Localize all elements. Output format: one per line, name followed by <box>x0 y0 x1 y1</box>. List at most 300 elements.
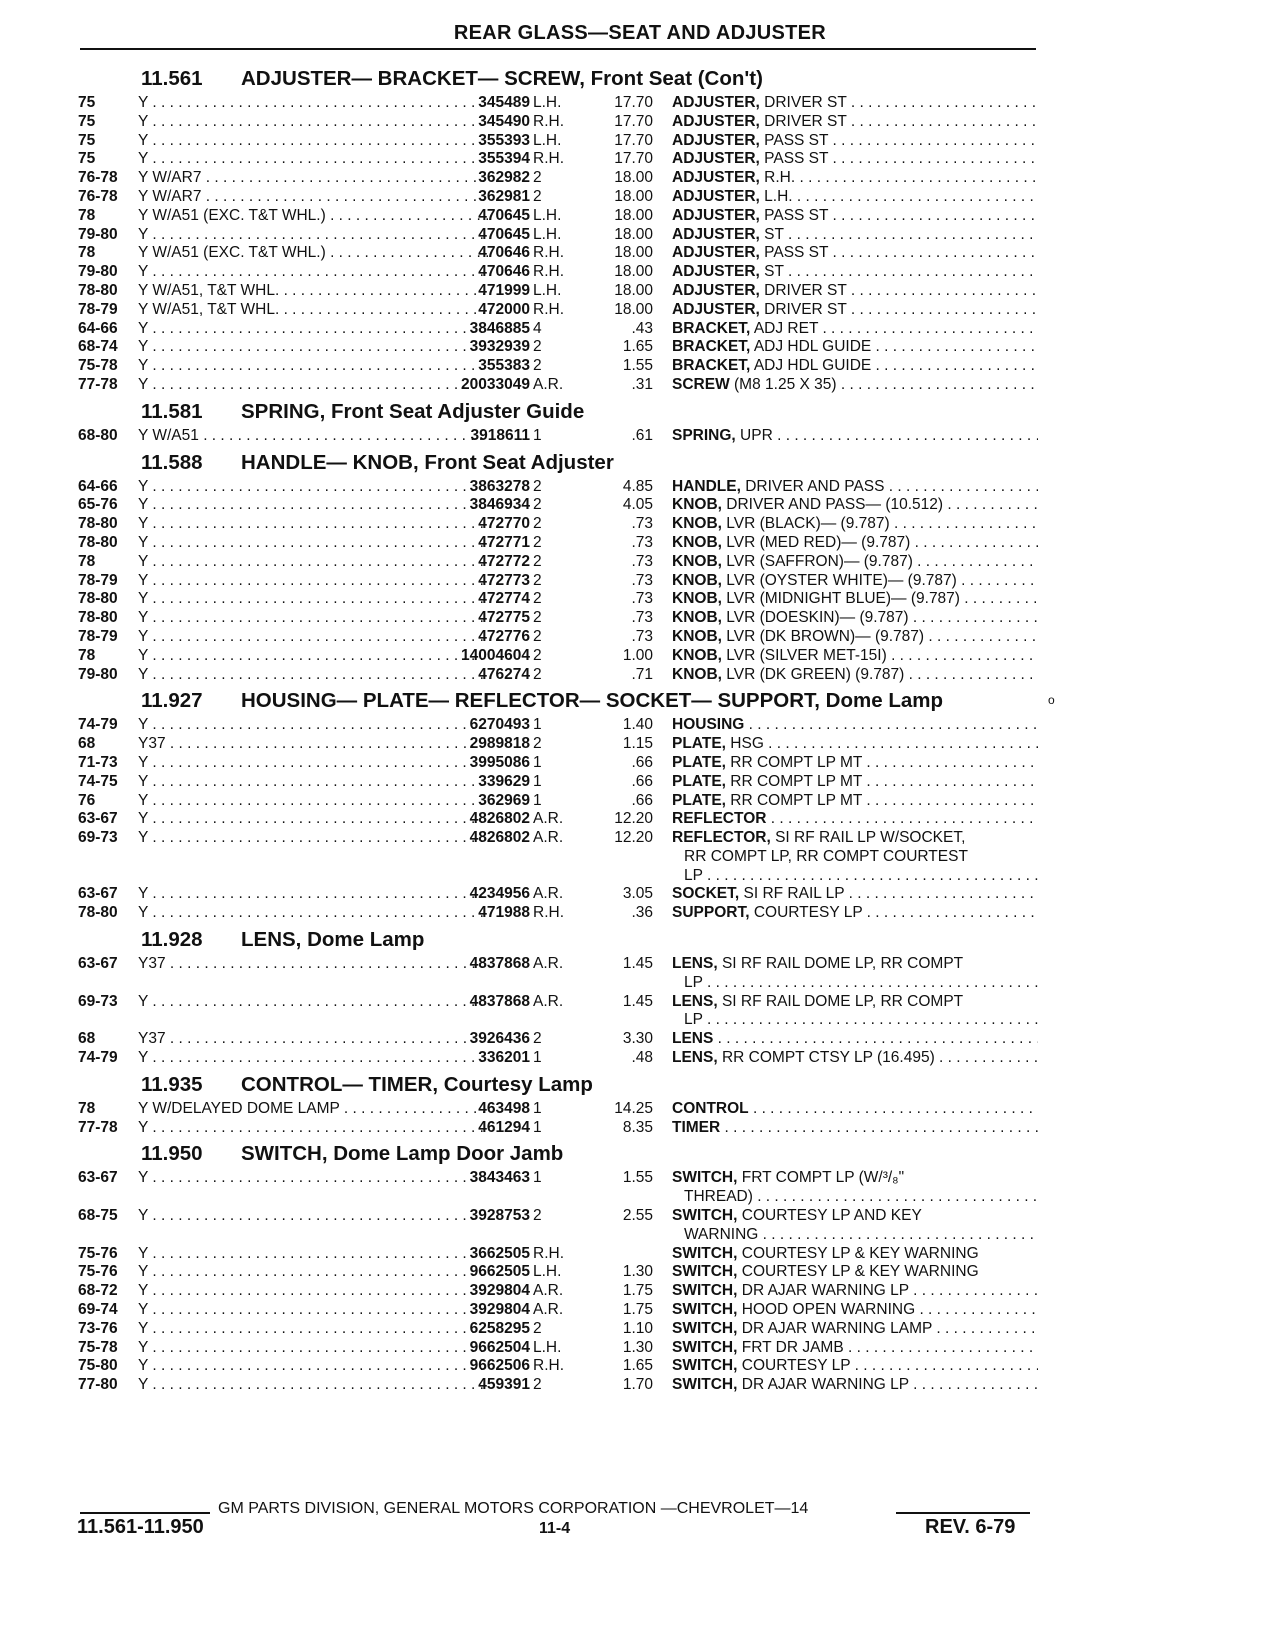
description-line <box>672 904 1038 923</box>
table-row <box>78 1357 1038 1376</box>
page-header-title: REAR GLASS—SEAT AND ADJUSTER <box>453 22 827 44</box>
row-part-number: 3863278 <box>469 477 530 495</box>
stray-mark: o <box>1048 693 1055 707</box>
row-part-number: 9662505 <box>469 1263 530 1281</box>
description-rest: R.H. <box>764 169 796 187</box>
row-quantity: R.H. <box>533 904 564 922</box>
row-part-number: 6258295 <box>469 1319 530 1337</box>
description-line <box>672 1245 1038 1264</box>
group-title <box>78 925 1038 955</box>
group-title-text: HOUSING— PLATE— REFLECTOR— SOCKET— SUPPORT, Dome Lamp <box>241 689 943 713</box>
row-quantity: 2 <box>533 1376 542 1394</box>
description-line <box>672 496 1038 515</box>
description-rest: HOOD OPEN WARNING <box>741 1301 916 1319</box>
row-description <box>672 1119 1038 1138</box>
description-line <box>672 885 1038 904</box>
description-main: ADJUSTER, <box>672 150 760 168</box>
description-continuation: RR COMPT LP, RR COMPT COURTEST <box>684 847 968 865</box>
row-part-number: 471999 <box>478 281 530 299</box>
group-title <box>78 448 1038 478</box>
description-main: KNOB, <box>672 609 722 627</box>
row-price: 18.00 <box>614 225 653 243</box>
row-quantity: A.R. <box>533 885 564 903</box>
row-model: Y . . . <box>138 1169 488 1188</box>
description-main: LENS, <box>672 955 718 973</box>
row-part-number: 472000 <box>478 300 530 318</box>
row-quantity: 2 <box>533 533 542 551</box>
row-years: 78-80 <box>78 609 118 627</box>
row-years: 75 <box>78 112 96 130</box>
group-title <box>78 1070 1038 1100</box>
row-quantity: 2 <box>533 735 542 753</box>
row-description <box>672 496 1038 515</box>
row-description <box>672 628 1038 647</box>
description-line <box>672 534 1038 553</box>
description-main: HANDLE, <box>672 477 741 495</box>
row-part-number: 470646 <box>478 263 530 281</box>
row-part-number: 3929804 <box>469 1282 530 1300</box>
row-price: 14.25 <box>614 1099 653 1117</box>
row-part-number: 472774 <box>478 590 530 608</box>
table-row <box>78 515 1038 534</box>
table-row <box>78 132 1038 151</box>
row-part-number: 362969 <box>478 791 530 809</box>
footer-range: 11.561-11.950 <box>77 1516 204 1538</box>
table-row <box>78 478 1038 497</box>
row-years: 68-74 <box>78 338 118 356</box>
description-line <box>672 609 1038 628</box>
description-line <box>672 993 1038 1012</box>
row-years: 64-66 <box>78 477 118 495</box>
table-row <box>78 609 1038 628</box>
description-line <box>672 1169 1038 1188</box>
row-price: 1.55 <box>622 1169 653 1187</box>
row-description <box>672 244 1038 263</box>
description-main: SWITCH, <box>672 1301 738 1319</box>
description-rest: RR COMPT LP MT <box>730 753 863 771</box>
description-main: REFLECTOR, <box>672 829 771 847</box>
row-model: Y . . . <box>138 885 488 904</box>
group-number: 11.581 <box>141 399 203 423</box>
row-quantity: R.H. <box>533 150 564 168</box>
row-part-number: 3929804 <box>469 1301 530 1319</box>
row-part-number: 20033049 <box>461 375 530 393</box>
row-model: Y . . . <box>138 773 488 792</box>
description-line <box>672 1030 1038 1049</box>
row-part-number: 4234956 <box>469 885 530 903</box>
row-years: 68-72 <box>78 1282 118 1300</box>
row-years: 71-73 <box>78 753 118 771</box>
row-price: .66 <box>631 753 653 771</box>
row-years: 68-75 <box>78 1207 118 1225</box>
row-description <box>672 1320 1038 1339</box>
row-description <box>672 572 1038 591</box>
row-price: 1.45 <box>622 955 653 973</box>
description-rest: L.H. <box>764 187 793 205</box>
description-rest: LVR (DOESKIN)— (9.787) <box>726 609 909 627</box>
row-quantity: 2 <box>533 1207 542 1225</box>
row-model: Y . . . <box>138 357 488 376</box>
description-main: ADJUSTER, <box>672 206 760 224</box>
row-years: 78-79 <box>78 300 118 318</box>
row-quantity: 1 <box>533 772 542 790</box>
row-description <box>672 993 1038 1031</box>
description-rest: SI RF RAIL LP W/SOCKET, <box>775 829 966 847</box>
row-part-number: 472770 <box>478 515 530 533</box>
group-number: 11.561 <box>141 67 203 90</box>
row-years: 75 <box>78 131 96 149</box>
row-price: 17.70 <box>614 112 653 130</box>
row-price: 18.00 <box>614 206 653 224</box>
row-price: .66 <box>631 791 653 809</box>
description-main: SPRING, <box>672 426 736 444</box>
row-part-number: 472776 <box>478 627 530 645</box>
description-line <box>672 226 1038 245</box>
description-rest: LVR (SAFFRON)— (9.787) <box>726 552 913 570</box>
group-title-text: HANDLE— KNOB, Front Seat Adjuster <box>241 450 614 474</box>
row-price: 1.10 <box>622 1319 653 1337</box>
group-number: 11.588 <box>141 450 203 474</box>
description-continuation: LP . . . <box>672 867 1038 886</box>
row-price: .73 <box>631 571 653 589</box>
row-years: 78-80 <box>78 281 118 299</box>
description-main: REFLECTOR <box>672 810 767 828</box>
description-main: KNOB, <box>672 627 722 645</box>
catalog-group <box>78 686 1038 923</box>
footer-page-number: 11-4 <box>539 1520 571 1537</box>
description-rest: ST <box>764 263 784 281</box>
description-rest: DRIVER AND PASS— (10.512) <box>726 496 944 514</box>
row-part-number: 472775 <box>478 609 530 627</box>
row-model: Y . . . <box>138 553 488 572</box>
table-row <box>78 1301 1038 1320</box>
description-rest: FRT COMPT LP (W/³/₈" <box>741 1169 905 1187</box>
row-quantity: A.R. <box>533 1301 564 1319</box>
description-main: KNOB, <box>672 552 722 570</box>
row-quantity: A.R. <box>533 375 564 393</box>
group-number: 11.927 <box>141 689 203 713</box>
row-model: Y37 . . . <box>138 1030 488 1049</box>
row-years: 78-80 <box>78 515 118 533</box>
row-part-number: 4826802 <box>469 829 530 847</box>
row-model: Y . . . <box>138 1207 488 1226</box>
table-row <box>78 628 1038 647</box>
row-part-number: 339629 <box>478 772 530 790</box>
row-years: 75-80 <box>78 1357 118 1375</box>
description-main: KNOB, <box>672 646 722 664</box>
description-rest: SI RF RAIL DOME LP, RR COMPT <box>721 955 964 973</box>
description-line <box>672 553 1038 572</box>
description-line <box>672 320 1038 339</box>
description-rest: LVR (DK GREEN) (9.787) <box>726 665 905 683</box>
row-years: 75-78 <box>78 357 118 375</box>
row-model: Y . . . <box>138 810 488 829</box>
table-row <box>78 1169 1038 1207</box>
description-line <box>672 188 1038 207</box>
description-main: PLATE, <box>672 735 726 753</box>
row-model: Y . . . <box>138 1357 488 1376</box>
row-price: 1.30 <box>622 1338 653 1356</box>
row-description <box>672 955 1038 993</box>
row-price: .73 <box>631 515 653 533</box>
row-quantity: 1 <box>533 1118 542 1136</box>
row-years: 78-79 <box>78 571 118 589</box>
catalog-group <box>78 397 1038 446</box>
description-rest: HSG <box>730 735 764 753</box>
description-rest: ADJ HDL GUIDE <box>753 338 872 356</box>
row-quantity: L.H. <box>533 1338 562 1356</box>
row-quantity: 1 <box>533 1169 542 1187</box>
description-line <box>672 572 1038 591</box>
row-part-number: 470646 <box>478 244 530 262</box>
table-row <box>78 207 1038 226</box>
group-title-text: SPRING, Front Seat Adjuster Guide <box>241 399 585 423</box>
description-rest: LVR (BLACK)— (9.787) <box>726 515 890 533</box>
description-rest: PASS ST <box>764 131 829 149</box>
row-years: 78 <box>78 244 96 262</box>
description-main: SCREW <box>672 375 730 393</box>
row-quantity: 2 <box>533 357 542 375</box>
row-description <box>672 515 1038 534</box>
catalog-group <box>78 64 1038 395</box>
description-rest: PASS ST <box>764 206 829 224</box>
description-line <box>672 1301 1038 1320</box>
row-description <box>672 1282 1038 1301</box>
row-quantity: L.H. <box>533 131 562 149</box>
table-row <box>78 904 1038 923</box>
table-row <box>78 754 1038 773</box>
row-description <box>672 754 1038 773</box>
group-number: 11.935 <box>141 1072 203 1096</box>
row-years: 68-80 <box>78 426 118 444</box>
description-line <box>672 628 1038 647</box>
description-continuation: THREAD) . . . <box>672 1188 1038 1207</box>
row-price: .31 <box>631 375 653 393</box>
description-main: ADJUSTER, <box>672 187 760 205</box>
row-model: Y . . . <box>138 572 488 591</box>
description-rest: SI RF RAIL LP <box>743 885 845 903</box>
row-model: Y . . . <box>138 1339 488 1358</box>
row-description <box>672 113 1038 132</box>
row-quantity: 1 <box>533 753 542 771</box>
description-main: SWITCH, <box>672 1207 738 1225</box>
table-row <box>78 282 1038 301</box>
row-price: .61 <box>631 426 653 444</box>
description-rest: DR AJAR WARNING LP <box>741 1376 909 1394</box>
catalog-group <box>78 1070 1038 1138</box>
row-part-number: 4837868 <box>469 955 530 973</box>
row-quantity: 2 <box>533 590 542 608</box>
row-part-number: 4837868 <box>469 992 530 1010</box>
row-description <box>672 773 1038 792</box>
row-model: Y . . . <box>138 263 488 282</box>
description-main: ADJUSTER, <box>672 300 760 318</box>
description-line <box>672 716 1038 735</box>
row-part-number: 345489 <box>478 94 530 111</box>
description-main: CONTROL <box>672 1099 749 1117</box>
table-row <box>78 94 1038 113</box>
table-row <box>78 150 1038 169</box>
description-main: ADJUSTER, <box>672 225 760 243</box>
row-model: Y . . . <box>138 647 488 666</box>
row-description <box>672 1049 1038 1068</box>
row-description <box>672 150 1038 169</box>
row-part-number: 471988 <box>478 904 530 922</box>
row-years: 75 <box>78 150 96 168</box>
table-row <box>78 169 1038 188</box>
description-line <box>672 1119 1038 1138</box>
row-model: Y W/AR7 . . . <box>138 188 488 207</box>
row-quantity: 2 <box>533 187 542 205</box>
row-quantity: 2 <box>533 1030 542 1048</box>
row-price: 1.15 <box>622 735 653 753</box>
description-main: ADJUSTER, <box>672 244 760 262</box>
description-line <box>672 792 1038 811</box>
row-model: Y . . . <box>138 132 488 151</box>
footer-rule-left <box>80 1512 210 1514</box>
row-part-number: 362982 <box>478 169 530 187</box>
table-row <box>78 773 1038 792</box>
description-main: HOUSING <box>672 716 745 734</box>
description-main: TIMER <box>672 1118 721 1136</box>
row-quantity: R.H. <box>533 1244 564 1262</box>
description-rest: DRIVER ST <box>764 112 847 130</box>
row-model: Y . . . <box>138 338 488 357</box>
row-quantity: 2 <box>533 1319 542 1337</box>
description-line <box>672 590 1038 609</box>
row-model: Y W/A51, T&T WHL. . . . <box>138 301 488 320</box>
description-line <box>672 338 1038 357</box>
row-quantity: R.H. <box>533 1357 564 1375</box>
row-years: 63-67 <box>78 810 118 828</box>
description-main: LENS, <box>672 992 718 1010</box>
group-title <box>78 397 1038 427</box>
row-model: Y . . . <box>138 1301 488 1320</box>
row-model: Y W/A51 (EXC. T&T WHL.) . . . <box>138 207 488 226</box>
row-price: 4.05 <box>622 496 653 514</box>
row-years: 63-67 <box>78 885 118 903</box>
header-rule <box>80 48 1036 50</box>
row-years: 78-80 <box>78 590 118 608</box>
row-description <box>672 188 1038 207</box>
table-row <box>78 263 1038 282</box>
description-main: ADJUSTER, <box>672 263 760 281</box>
row-description <box>672 338 1038 357</box>
description-main: SOCKET, <box>672 885 740 903</box>
row-price: 1.75 <box>622 1301 653 1319</box>
description-line <box>672 1282 1038 1301</box>
description-rest: DRIVER AND PASS <box>745 477 885 495</box>
description-main: SWITCH, <box>672 1338 738 1356</box>
description-line <box>672 169 1038 188</box>
table-row <box>78 1376 1038 1395</box>
row-price: 1.65 <box>622 338 653 356</box>
table-row <box>78 647 1038 666</box>
row-price: .48 <box>631 1049 653 1067</box>
row-quantity: 2 <box>533 646 542 664</box>
row-quantity: A.R. <box>533 1282 564 1300</box>
description-main: ADJUSTER, <box>672 112 760 130</box>
row-description <box>672 427 1038 446</box>
row-years: 63-67 <box>78 955 118 973</box>
row-description <box>672 735 1038 754</box>
row-description <box>672 1339 1038 1358</box>
row-model: Y . . . <box>138 1320 488 1339</box>
row-price: 17.70 <box>614 94 653 111</box>
description-rest: LVR (MIDNIGHT BLUE)— (9.787) <box>726 590 960 608</box>
table-row <box>78 427 1038 446</box>
row-quantity: 4 <box>533 319 542 337</box>
row-model: Y . . . <box>138 716 488 735</box>
row-description <box>672 1357 1038 1376</box>
row-years: 68 <box>78 735 96 753</box>
row-part-number: 3995086 <box>469 753 530 771</box>
row-part-number: 470645 <box>478 206 530 224</box>
row-years: 78-80 <box>78 904 118 922</box>
row-part-number: 476274 <box>478 665 530 683</box>
description-line <box>672 1339 1038 1358</box>
description-rest: COURTESY LP & KEY WARNING <box>741 1263 979 1281</box>
table-row <box>78 244 1038 263</box>
description-line <box>672 244 1038 263</box>
group-title <box>78 64 1038 94</box>
row-model: Y . . . <box>138 1119 488 1138</box>
table-row <box>78 1282 1038 1301</box>
description-line <box>672 132 1038 151</box>
description-line <box>672 1263 1038 1282</box>
row-description <box>672 478 1038 497</box>
description-line <box>672 263 1038 282</box>
description-line <box>672 1357 1038 1376</box>
row-part-number: 336201 <box>478 1049 530 1067</box>
row-part-number: 3928753 <box>469 1207 530 1225</box>
row-years: 77-78 <box>78 1118 118 1136</box>
row-quantity: 2 <box>533 552 542 570</box>
row-price: .66 <box>631 772 653 790</box>
row-years: 79-80 <box>78 225 118 243</box>
description-main: ADJUSTER, <box>672 169 760 187</box>
table-row <box>78 1030 1038 1049</box>
row-price: 1.70 <box>622 1376 653 1394</box>
row-price: 18.00 <box>614 263 653 281</box>
description-rest: DR AJAR WARNING LP <box>741 1282 909 1300</box>
row-description <box>672 829 1038 885</box>
row-description <box>672 169 1038 188</box>
description-main: PLATE, <box>672 791 726 809</box>
table-row <box>78 534 1038 553</box>
row-model: Y W/A51 . . . <box>138 427 488 446</box>
description-rest: LVR (SILVER MET-15I) <box>726 646 887 664</box>
row-quantity: R.H. <box>533 112 564 130</box>
row-description <box>672 282 1038 301</box>
table-row <box>78 226 1038 245</box>
row-quantity: 2 <box>533 496 542 514</box>
row-price: .71 <box>631 665 653 683</box>
footer-publisher: GM PARTS DIVISION, GENERAL MOTORS CORPORATION —CHEVROLET—14 <box>218 1500 809 1517</box>
row-quantity: 1 <box>533 1049 542 1067</box>
row-model: Y . . . <box>138 792 488 811</box>
description-rest: (M8 1.25 X 35) <box>734 375 837 393</box>
row-part-number: 355394 <box>478 150 530 168</box>
row-description <box>672 376 1038 395</box>
description-line <box>672 376 1038 395</box>
row-quantity: 2 <box>533 609 542 627</box>
table-row <box>78 1100 1038 1119</box>
row-model: Y . . . <box>138 1376 488 1395</box>
description-main: SWITCH, <box>672 1357 738 1375</box>
row-part-number: 472772 <box>478 552 530 570</box>
row-quantity: A.R. <box>533 992 564 1010</box>
